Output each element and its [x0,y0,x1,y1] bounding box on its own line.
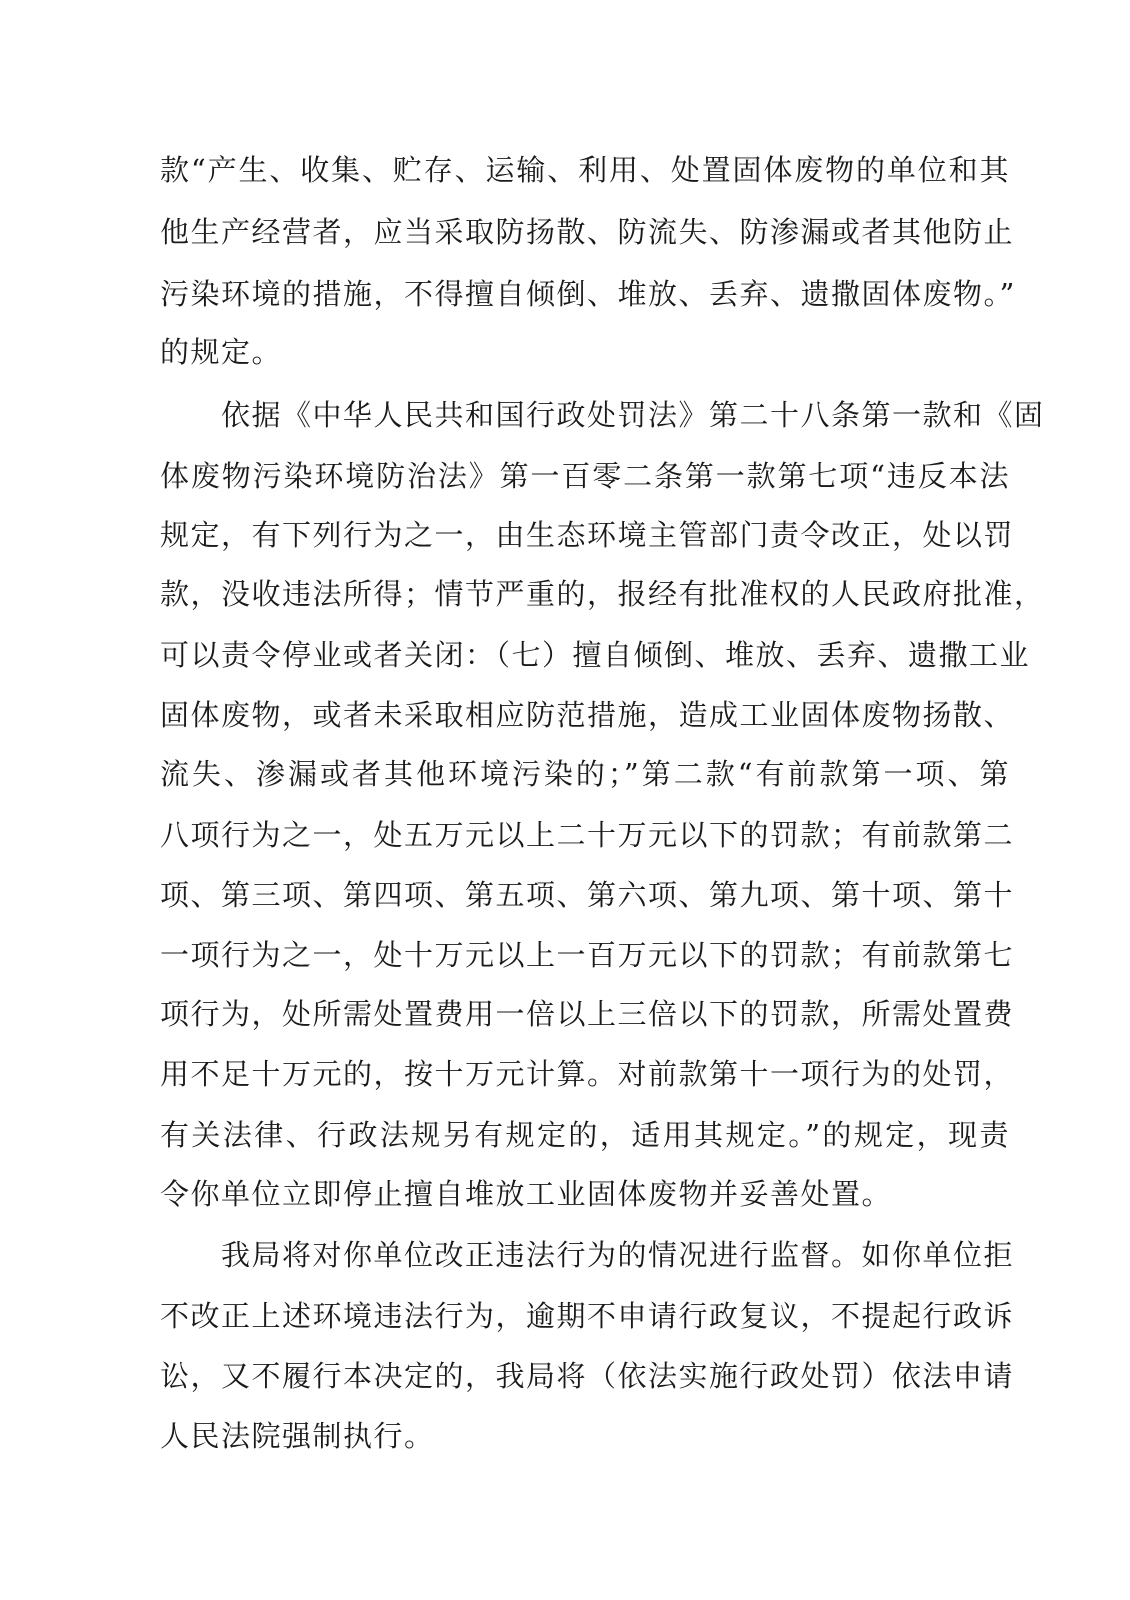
text-line: 项、第三项、第四项、第五项、第六项、第九项、第十项、第十 [160,878,1015,912]
text-line: 固体废物，或者未采取相应防范措施，造成工业固体废物扬散、 [160,698,1015,732]
text-line: 他生产经营者，应当采取防扬散、防流失、防渗漏或者其他防止 [160,215,1015,249]
text-line: 体废物污染环境防治法》第一百零二条第一款第七项“违反本法 [160,459,1010,493]
text-line: 依据《中华人民共和国行政处罚法》第二十八条第一款和《固 [160,398,1045,432]
text-line: 有关法律、行政法规另有规定的，适用其规定。”的规定，现责 [160,1118,1010,1152]
text-line: 款“产生、收集、贮存、运输、利用、处置固体废物的单位和其 [160,153,1010,187]
text-line: 不改正上述环境违法行为，逾期不申请行政复议，不提起行政诉 [160,1299,1015,1333]
text-line: 流失、渗漏或者其他环境污染的；”第二款“有前款第一项、第 [160,757,1010,791]
text-line: 项行为，处所需处置费用一倍以上三倍以下的罚款，所需处置费 [160,997,1015,1031]
text-line: 款，没收违法所得；情节严重的，报经有批准权的人民政府批准， [160,577,1045,611]
text-line: 八项行为之一，处五万元以上二十万元以下的罚款；有前款第二 [160,818,1015,852]
text-line: 污染环境的措施，不得擅自倾倒、堆放、丢弃、遗撒固体废物。” [160,277,1016,311]
text-line: 我局将对你单位改正违法行为的情况进行监督。如你单位拒 [160,1238,1015,1272]
text-line: 一项行为之一，处十万元以上一百万元以下的罚款；有前款第七 [160,938,1015,972]
text-line: 规定，有下列行为之一，由生态环境主管部门责令改正，处以罚 [160,518,1015,552]
text-line: 人民法院强制执行。 [160,1419,435,1453]
text-line: 的规定。 [160,335,283,369]
text-line: 令你单位立即停止擅自堆放工业固体废物并妥善处置。 [160,1177,893,1211]
text-line: 讼，又不履行本决定的，我局将（依法实施行政处罚）依法申请 [160,1359,1015,1393]
text-line: 可以责令停业或者关闭：（七）擅自倾倒、堆放、丢弃、遗撒工业 [160,638,1031,672]
text-line: 用不足十万元的，按十万元计算。对前款第十一项行为的处罚， [160,1057,1015,1091]
